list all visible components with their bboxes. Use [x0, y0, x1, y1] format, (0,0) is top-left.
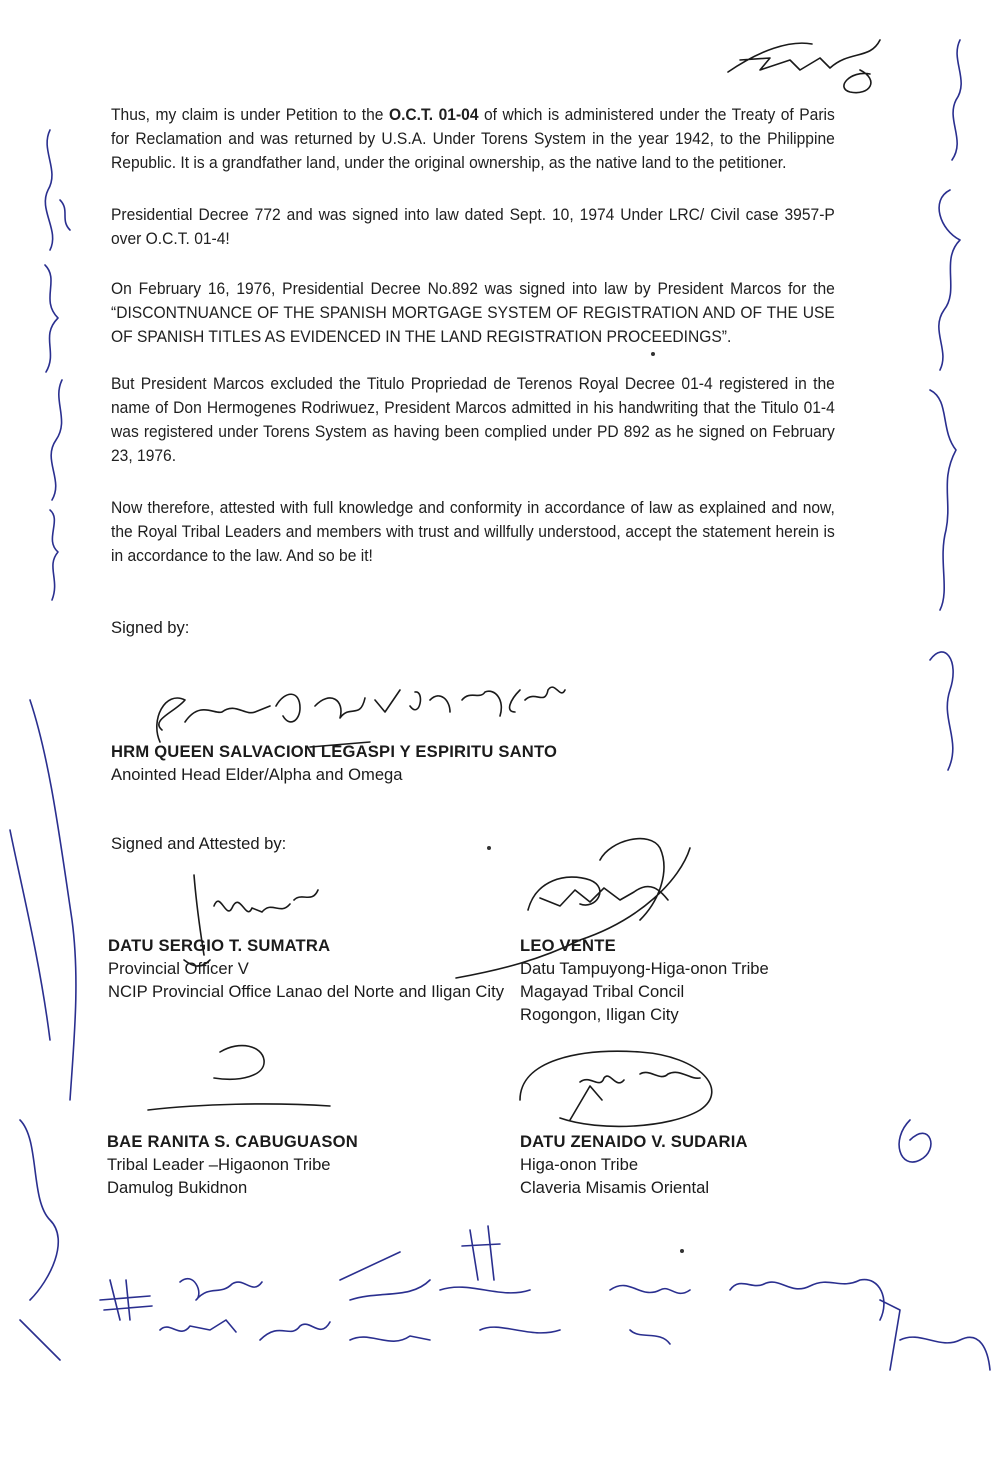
paragraph-decree-892: On February 16, 1976, Presidential Decree No.892 was signed into law by President Marcos for the “DISCONTNUANCE OF THE SPANISH MORTGAGE SYSTEM OF REGISTRATION AND OF THE USE OF SPANISH TITLES AS EVIDENCED IN THE LAND REGISTRATION PROCEEDINGS”. [111, 279, 835, 346]
sumatra-signature-block [108, 934, 504, 1003]
sudaria-signature-block [520, 1130, 748, 1199]
signature-left-vertical-1 [45, 130, 70, 250]
signature-left-long-1 [30, 700, 76, 1100]
queen-signature-block [111, 740, 557, 786]
signature-left-vertical-3 [50, 510, 58, 600]
signature-top-right [728, 40, 880, 93]
paragraph-claim-pre: Thus, my claim is under Petition to the [111, 105, 389, 124]
sumatra-line1: Provincial Officer V [108, 959, 249, 978]
signed-by-label: Signed by: [111, 618, 190, 637]
paragraph-marcos-exclusion: But President Marcos excluded the Titulo Propriedad de Terenos Royal Decree 01-4 registered in the name of Don Hermogenes Rodriwuez, President Marcos admitted in his handwriting that the Titulo 01-4 was registered under Torens System as having been complied under PD 892 as he signed on February 23, 1976. [111, 374, 835, 465]
paragraph-decree-772: Presidential Decree 772 and was signed into law dated Sept. 10, 1974 Under LRC/ Civil case 3957-P over O.C.T. 01-4! [111, 205, 835, 248]
signature-bottom-5 [440, 1226, 560, 1333]
signature-sudaria [520, 1051, 712, 1126]
vente-signature-block [520, 934, 769, 1026]
ink-dot [680, 1249, 684, 1253]
signature-bottom-7 [730, 1280, 884, 1320]
signature-left-vertical-2 [45, 265, 62, 500]
signature-bottom-6 [610, 1285, 690, 1344]
paragraph-claim [111, 103, 835, 175]
sumatra-name: DATU SERGIO T. SUMATRA [108, 936, 331, 955]
sumatra-line2: NCIP Provincial Office Lanao del Norte and Iligan City [108, 982, 504, 1001]
ink-dot [651, 352, 655, 356]
signature-right-vertical-2 [939, 190, 960, 370]
signature-left-long-2 [10, 830, 50, 1040]
cabuguason-signature-block [107, 1130, 358, 1199]
oct-reference: O.C.T. 01-04 [388, 105, 479, 124]
paragraph-claim-post: of which is administered under the Treaty of Paris for Reclamation and was returned by U.S.A. Under Torens System in the year 1942, to the Philippine Republic. It is a grandfather land, under the original ownership, as the native land to the petitioner. [111, 105, 835, 172]
vente-line1: Datu Tampuyong-Higa-onon Tribe [520, 959, 769, 978]
signature-bottom-8 [880, 1300, 990, 1370]
signature-left-bottom [20, 1120, 60, 1360]
queen-name: HRM QUEEN SALVACION LEGASPI Y ESPIRITU SANTO [111, 742, 558, 761]
vente-line3: Rogongon, Iligan City [520, 1005, 679, 1024]
signature-cabuguason-strike [148, 1104, 330, 1110]
cabuguason-line2: Damulog Bukidnon [107, 1178, 248, 1197]
signature-bottom-1 [100, 1280, 152, 1320]
paragraph-attestation: Now therefore, attested with full knowledge and conformity in accordance of law as explained and now, the Royal Tribal Leaders and members with trust and willfully understood, accept the statement herein is in accordance to the law. And so be it! [111, 498, 835, 565]
signature-right-vertical-1 [952, 40, 961, 160]
signature-right-scribble-2 [899, 1120, 931, 1162]
signature-right-scribble-1 [930, 652, 953, 770]
vente-line2: Magayad Tribal Concil [520, 982, 685, 1001]
queen-title: Anointed Head Elder/Alpha and Omega [111, 765, 403, 784]
signature-cabuguason-loop [214, 1046, 264, 1080]
signature-queen [157, 687, 565, 742]
sudaria-line2: Claveria Misamis Oriental [520, 1178, 710, 1197]
sudaria-name: DATU ZENAIDO V. SUDARIA [520, 1132, 748, 1151]
sudaria-line1: Higa-onon Tribe [520, 1155, 639, 1174]
signature-bottom-4 [340, 1252, 430, 1341]
signature-bottom-2 [160, 1279, 262, 1332]
cabuguason-line1: Tribal Leader –Higaonon Tribe [107, 1155, 331, 1174]
cabuguason-name: BAE RANITA S. CABUGUASON [107, 1132, 358, 1151]
vente-name: LEO VENTE [520, 936, 616, 955]
signature-right-vertical-3 [930, 390, 956, 610]
attested-label: Signed and Attested by: [111, 834, 287, 853]
signature-bottom-3 [260, 1322, 330, 1340]
ink-dot [487, 846, 491, 850]
